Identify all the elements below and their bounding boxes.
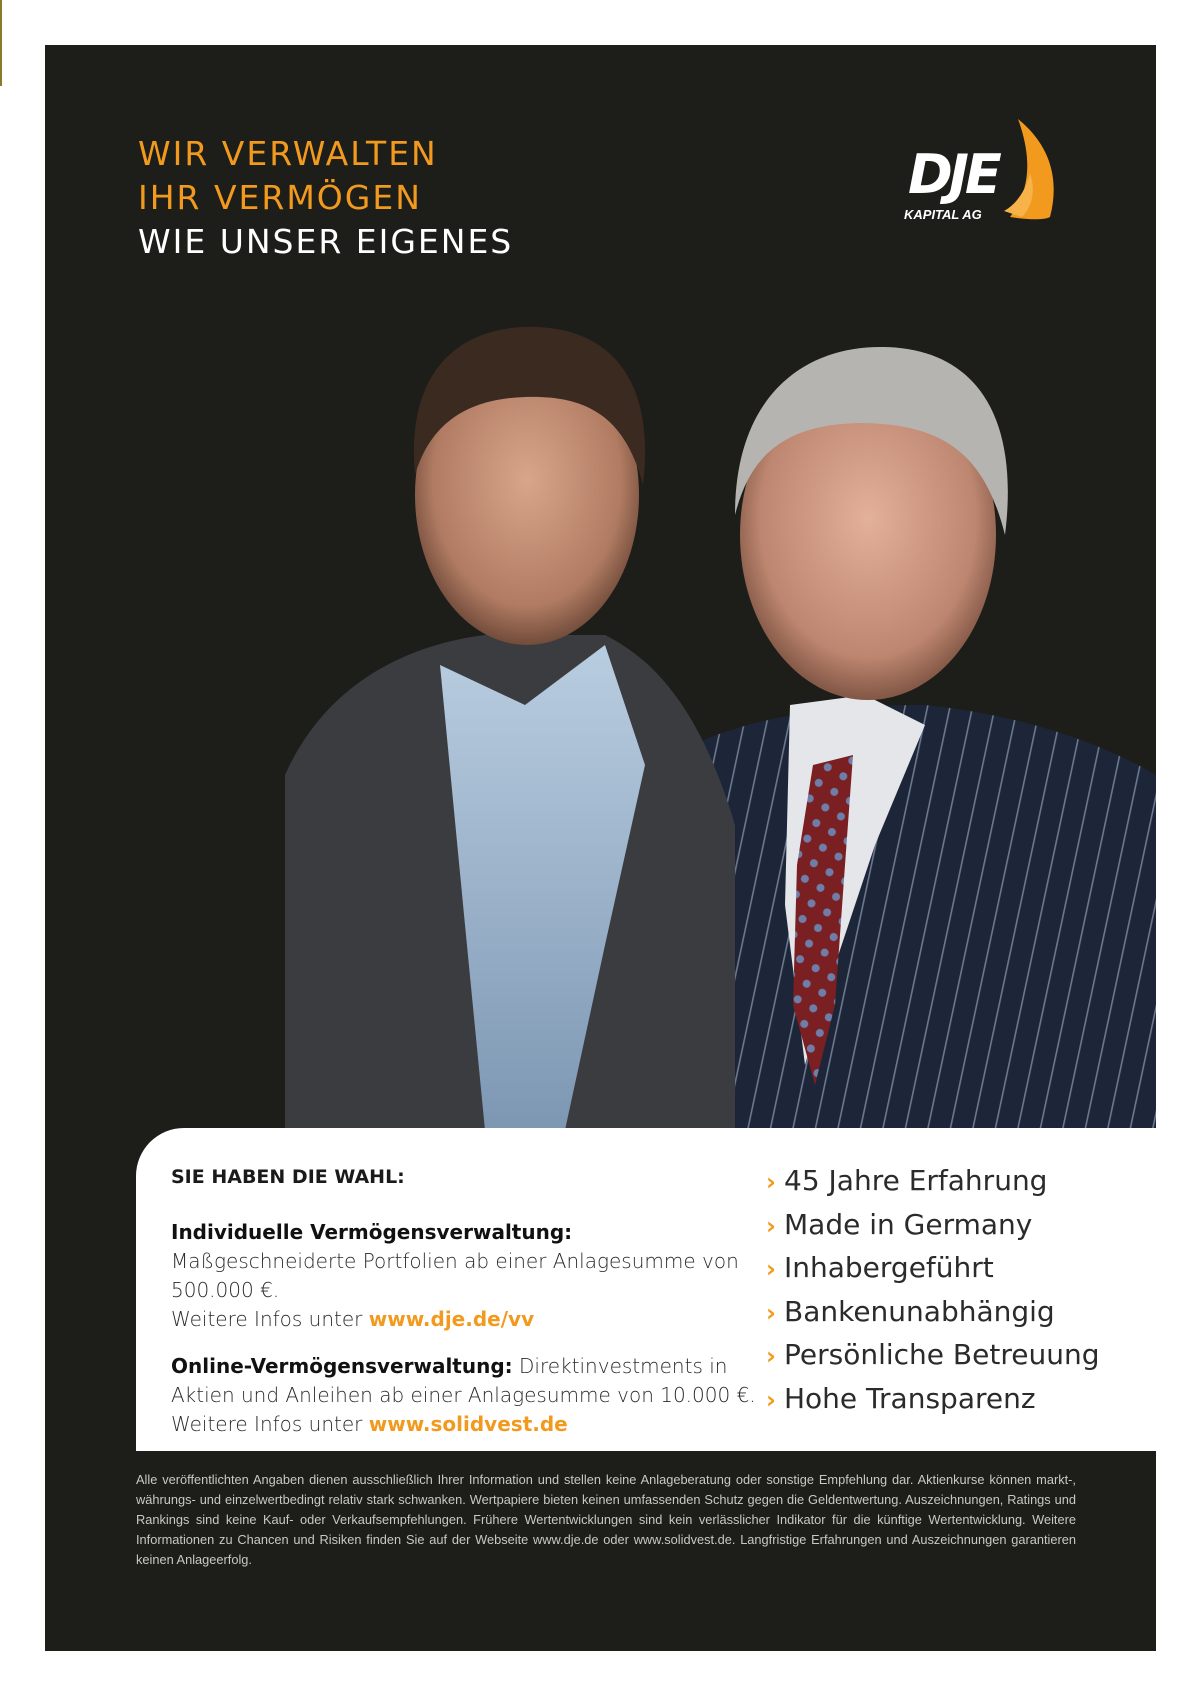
- offer-individual-prefix: Weitere Infos unter: [171, 1307, 363, 1331]
- feature-label: Persönliche Betreuung: [784, 1338, 1100, 1371]
- dje-logo: [900, 111, 1070, 231]
- feature-list: [766, 1160, 1099, 1421]
- headline: [138, 132, 513, 264]
- feature-item: [766, 1378, 1099, 1422]
- offer-online-name: Online-Vermögensverwaltung:: [171, 1354, 513, 1378]
- headline-line-1: WIR VERWALTEN: [138, 134, 438, 173]
- feature-label: Made in Germany: [784, 1207, 1033, 1241]
- logo-subtitle: KAPITAL AG: [904, 207, 982, 222]
- page-edge-mark: [0, 0, 2, 86]
- offer-individual: [171, 1218, 761, 1334]
- offer-online-prefix: Weitere Infos unter: [171, 1412, 363, 1436]
- offer-individual-name: Individuelle Vermögensverwaltung:: [171, 1220, 573, 1244]
- choice-title: SIE HABEN DIE WAHL:: [171, 1166, 405, 1188]
- chevron-right-icon: ›: [766, 1298, 776, 1327]
- feature-item: [766, 1291, 1099, 1335]
- logo-brand: DJE: [908, 143, 998, 206]
- advertisement: [45, 45, 1156, 1651]
- offer-online-link[interactable]: www.solidvest.de: [368, 1412, 568, 1436]
- offer-individual-link[interactable]: www.dje.de/vv: [368, 1307, 535, 1331]
- headline-line-3: WIE UNSER EIGENES: [138, 222, 514, 261]
- feature-label: 45 Jahre Erfahrung: [784, 1164, 1048, 1197]
- choice-section: [171, 1166, 761, 1457]
- feature-item: [766, 1204, 1099, 1248]
- offer-individual-text: Maßgeschneiderte Portfolien ab einer Anlagesumme von 500.000 €.: [171, 1249, 739, 1302]
- chevron-right-icon: ›: [766, 1211, 776, 1240]
- feature-label: Bankenunabhängig: [784, 1294, 1055, 1328]
- portrait-photo: [45, 305, 1156, 1130]
- feature-label: Inhabergeführt: [784, 1251, 994, 1284]
- offer-online: [171, 1352, 761, 1439]
- info-panel: [136, 1128, 1156, 1451]
- feature-label: Hohe Transparenz: [784, 1381, 1036, 1415]
- headline-line-2: IHR VERMÖGEN: [138, 178, 422, 217]
- feature-item: [766, 1334, 1099, 1378]
- chevron-right-icon: ›: [766, 1342, 776, 1370]
- chevron-right-icon: ›: [766, 1255, 776, 1283]
- feature-item: [766, 1247, 1099, 1291]
- chevron-right-icon: ›: [766, 1168, 776, 1196]
- offer-online-text: Direktinvestments in Aktien und Anleihen ab einer Anlagesumme von 10.000 €.: [171, 1354, 756, 1407]
- feature-item: [766, 1160, 1099, 1204]
- legal-disclaimer: Alle veröffentlichten Angaben dienen ausschließlich Ihrer Information und stellen keine Anlageberatung oder sonstige Empfehlung dar. Aktienkurse können markt-, währungs- und einzelwertbedingt relativ stark schwanken. Wertpapiere bieten keinen umfassenden Schutz gegen die Geldentwertung. Auszeichnungen, Ratings und Rankings sind keine Kauf- oder Verkaufsempfehlungen. Frühere Wertentwicklungen sind kein verlässlicher Indikator für die künftige Wertentwicklung. Weitere Informationen zu Chancen und Risiken finden Sie auf der Webseite www.dje.de oder www.solidvest.de. Langfristige Erfahrungen und Auszeichnungen garantieren keinen Anlageerfolg.: [136, 1472, 1076, 1567]
- chevron-right-icon: ›: [766, 1385, 776, 1414]
